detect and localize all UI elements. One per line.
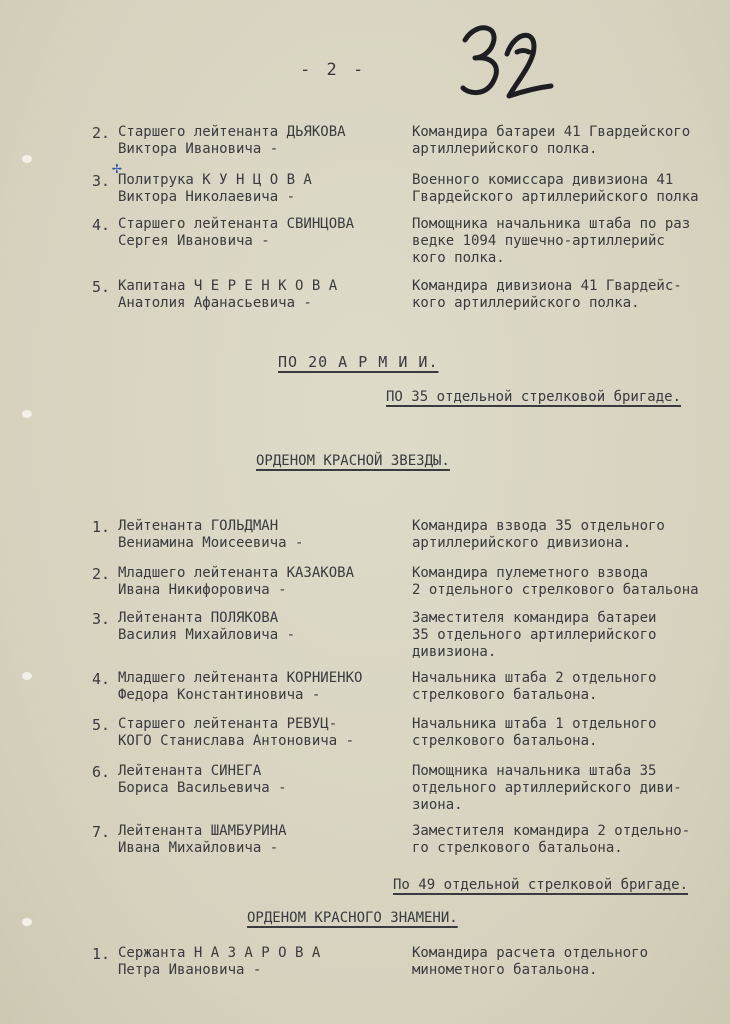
entry-number: 2. — [92, 124, 111, 142]
entry-number: 5. — [92, 716, 111, 734]
entry-person: Капитана Ч Е Р Е Н К О В А Анатолия Афанасьевича - — [118, 278, 338, 311]
entry-position: Командира дивизиона 41 Гвардейс- кого артиллерийского полка. — [412, 278, 682, 311]
entry-position: Командира расчета отдельного минометного батальона. — [412, 945, 649, 978]
entry-position: Заместителя командира батареи 35 отдельного артиллерийского дивизиона. — [412, 610, 657, 660]
entry-person: Младшего лейтенанта КАЗАКОВА Ивана Никифоровича - — [118, 565, 355, 598]
entry-person: Младшего лейтенанта КОРНИЕНКО Федора Константиновича - — [118, 670, 363, 703]
entry-number: 1. — [92, 945, 111, 963]
list-item — [0, 610, 730, 670]
entry-person: Сержанта Н А З А Р О В А Петра Ивановича - — [118, 945, 321, 978]
entry-number: 2. — [92, 565, 111, 583]
check-mark-icon: ✢ — [112, 158, 122, 177]
entry-number: 7. — [92, 823, 111, 841]
entry-number: 4. — [92, 216, 111, 234]
entry-position: Командира взвода 35 отдельного артиллерийского дивизиона. — [412, 518, 665, 551]
brigade-heading: По 49 отдельной стрелковой бригаде. — [393, 877, 689, 893]
entry-person: Лейтенанта СИНЕГА Бориса Васильевича - — [118, 763, 287, 796]
entry-position: Начальника штаба 2 отдельного стрелкового батальона. — [412, 670, 657, 703]
list-item — [0, 763, 730, 823]
list-item — [0, 945, 730, 1005]
list-item — [0, 278, 730, 338]
list-item — [0, 216, 730, 276]
entry-person: Старшего лейтенанта ДЬЯКОВА Виктора Ивановича - — [118, 124, 346, 157]
entry-person: Лейтенанта ПОЛЯКОВА Василия Михайловича - — [118, 610, 296, 643]
entry-person: Лейтенанта ГОЛЬДМАН Вениамина Моисеевича - — [118, 518, 304, 551]
entry-position: Военного комиссара дивизиона 41 Гвардейского артиллерийского полка — [412, 172, 699, 205]
entry-position: Командира батареи 41 Гвардейского артиллерийского полка. — [412, 124, 691, 157]
entry-person: Лейтенанта ШАМБУРИНА Ивана Михайловича - — [118, 823, 287, 856]
list-item — [0, 823, 730, 883]
page-number: - 2 - — [300, 60, 367, 80]
entry-person: Старшего лейтенанта РЕВУЦ- КОГО Станислава Антоновича - — [118, 716, 355, 749]
army-heading: ПО 20 А Р М И И. — [278, 353, 439, 371]
order-heading: ОРДЕНОМ КРАСНОЙ ЗВЕЗДЫ. — [256, 453, 450, 469]
archive-page-number-handwritten — [455, 12, 565, 107]
entry-position: Начальника штаба 1 отдельного стрелкового батальона. — [412, 716, 657, 749]
entry-number: 4. — [92, 670, 111, 688]
entry-position: Командира пулеметного взвода 2 отдельного стрелкового батальона — [412, 565, 699, 598]
entry-person: Старшего лейтенанта СВИНЦОВА Сергея Ивановича - — [118, 216, 355, 249]
entry-number: 3. — [92, 172, 111, 190]
entry-person: Политрука К У Н Ц О В А Виктора Николаевича - — [118, 172, 312, 205]
entry-number: 3. — [92, 610, 111, 628]
entry-number: 6. — [92, 763, 111, 781]
entry-position: Заместителя командира 2 отдельно- го стрелкового батальона. — [412, 823, 691, 856]
brigade-heading: ПО 35 отдельной стрелковой бригаде. — [386, 389, 682, 405]
entry-position: Помощника начальника штаба по раз ведке 1094 пушечно-артиллерийс кого полка. — [412, 216, 691, 266]
entry-number: 5. — [92, 278, 111, 296]
entry-number: 1. — [92, 518, 111, 536]
entry-position: Помощника начальника штаба 35 отдельного артиллерийского диви- зиона. — [412, 763, 682, 813]
order-heading: ОРДЕНОМ КРАСНОГО ЗНАМЕНИ. — [247, 910, 458, 926]
